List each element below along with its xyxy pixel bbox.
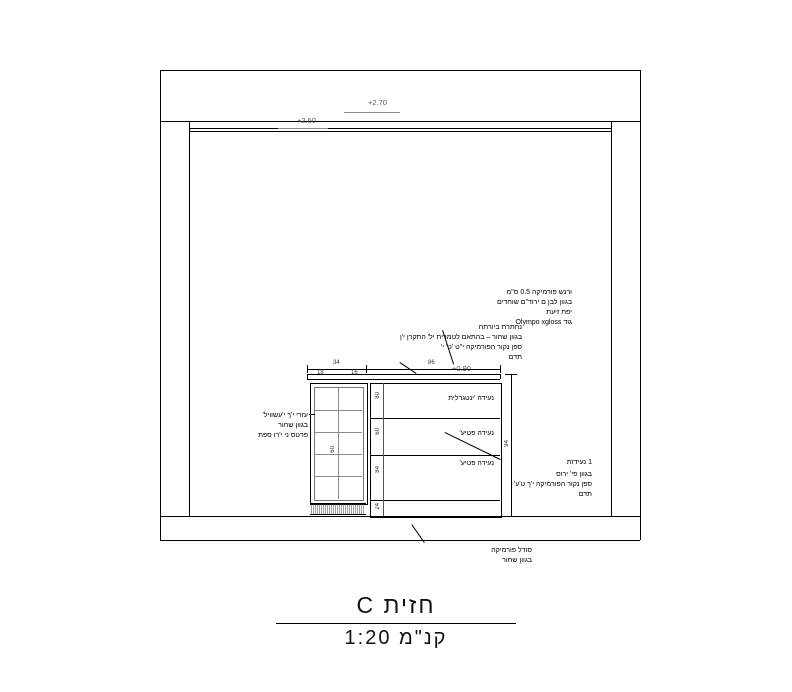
annotation-right-line-1: 1 נעידזת (566, 459, 592, 466)
plinth-hatch (311, 504, 365, 514)
soffit-line-1 (189, 128, 611, 129)
wall-left-outer (160, 70, 161, 540)
glass-cabinet-inner (314, 387, 364, 501)
dim-line-top (307, 369, 500, 370)
worktop-right-edge (500, 374, 501, 379)
wall-right-outer (640, 70, 641, 540)
ceiling-bottom-line (160, 121, 640, 122)
annotation-left-line-3: פרטס ני י'רו ספת (258, 432, 308, 439)
soffit-line-2 (189, 131, 611, 132)
dim-right-24: 24 (375, 503, 381, 510)
annotation-left-line-1: עזרי י'ך י'עשוויל' (262, 412, 308, 419)
annotation-right-line-2: בגוון פי' ירוס (556, 471, 592, 478)
annotation-upper-center-line-1: נחתרת ביורתח (478, 324, 522, 331)
elevation-ceiling-rule (344, 112, 400, 113)
drawing-scale: קנ"מ 1:20 (344, 627, 448, 649)
title-rule (276, 623, 516, 624)
dim-overall-94: 94 (504, 440, 510, 447)
wall-left-inner (189, 121, 190, 516)
dim-second-18: 18 (317, 370, 324, 376)
ceiling-top-line (160, 70, 640, 71)
drawing-title: חזית C (356, 592, 436, 618)
dim-right-60: 60 (375, 428, 381, 435)
leader-left (309, 414, 315, 415)
annotation-right-line-3: ספן נקור הפורמיקה י'ך ט'ע' (513, 481, 592, 488)
dim-tick-top-1 (307, 365, 308, 373)
dim-left-60: 60 (330, 446, 336, 453)
glass-cabinet-mullion (338, 387, 339, 499)
drawer-top-label: נעידה 'ינטגרלית (448, 395, 494, 402)
drawer-divider-1 (370, 418, 500, 419)
annotation-bottom-line-1: סודל פורמיקה (491, 547, 532, 554)
annotation-upper-center-line-4: תדם (508, 354, 522, 361)
dim-second-16: 16 (351, 370, 358, 376)
annotation-top-right-line-4: Olympo xgloss גוד (515, 319, 572, 326)
elevation-soffit-rule (278, 128, 328, 129)
title-block (0, 592, 792, 650)
annotation-top-right-line-1: ורנש פורמיקה 0.5 ס"מ (506, 289, 572, 296)
dim-right-80: 80 (375, 392, 381, 399)
annotation-right-line-4: תדם (578, 491, 592, 498)
dim-tick-top-3 (500, 365, 501, 373)
glass-shelf-2 (314, 432, 362, 433)
drawer-divider-2 (370, 455, 500, 456)
annotation-left-line-2: בגוון שחור (278, 422, 308, 429)
elevation-ceiling: +2.70 (368, 98, 387, 107)
glass-shelf-1 (314, 410, 362, 411)
floor-bottom-line (160, 540, 640, 541)
dim-right-84: 84 (375, 466, 381, 473)
drawer-mid-label: נעידה פטיע' (459, 430, 494, 437)
leader-upper-center (399, 362, 416, 374)
annotation-upper-center-line-2: בגוון שחור – בהתאם לטמרית יל' התקרן י'ן (400, 334, 522, 341)
annotation-bottom-line-2: בגוון שחור (502, 557, 532, 564)
dim-line-right-inner (383, 383, 384, 516)
elevation-soffit: +2.60 (297, 116, 316, 125)
glass-shelf-3 (314, 454, 362, 455)
wall-right-inner (611, 121, 612, 516)
glass-shelf-4 (314, 476, 362, 477)
elevation-counter: +0.90 (452, 364, 471, 373)
drawer-divider-3 (370, 500, 500, 501)
glass-cabinet-base-bottom (310, 514, 366, 515)
drawer-bottom-label: נעידה פטיע' (459, 460, 494, 467)
worktop-top-line (307, 374, 500, 375)
worktop-left-edge (307, 374, 308, 379)
dim-tick-overall-top (505, 374, 517, 375)
dim-top-34: 34 (333, 360, 340, 366)
dim-top-86: 86 (428, 360, 435, 366)
worktop-bottom-line (307, 379, 500, 380)
annotation-top-right-line-3: יפת זיעת (546, 309, 572, 316)
annotation-upper-center-line-3: ספן נקור הפורמיקה י"ט 'ט' י' (440, 344, 522, 351)
dim-tick-overall-bottom (505, 516, 517, 517)
annotation-top-right-line-2: בגוון לבן ם ירוד"ם שוחדים (496, 299, 572, 306)
dim-tick-top-2 (366, 365, 367, 373)
